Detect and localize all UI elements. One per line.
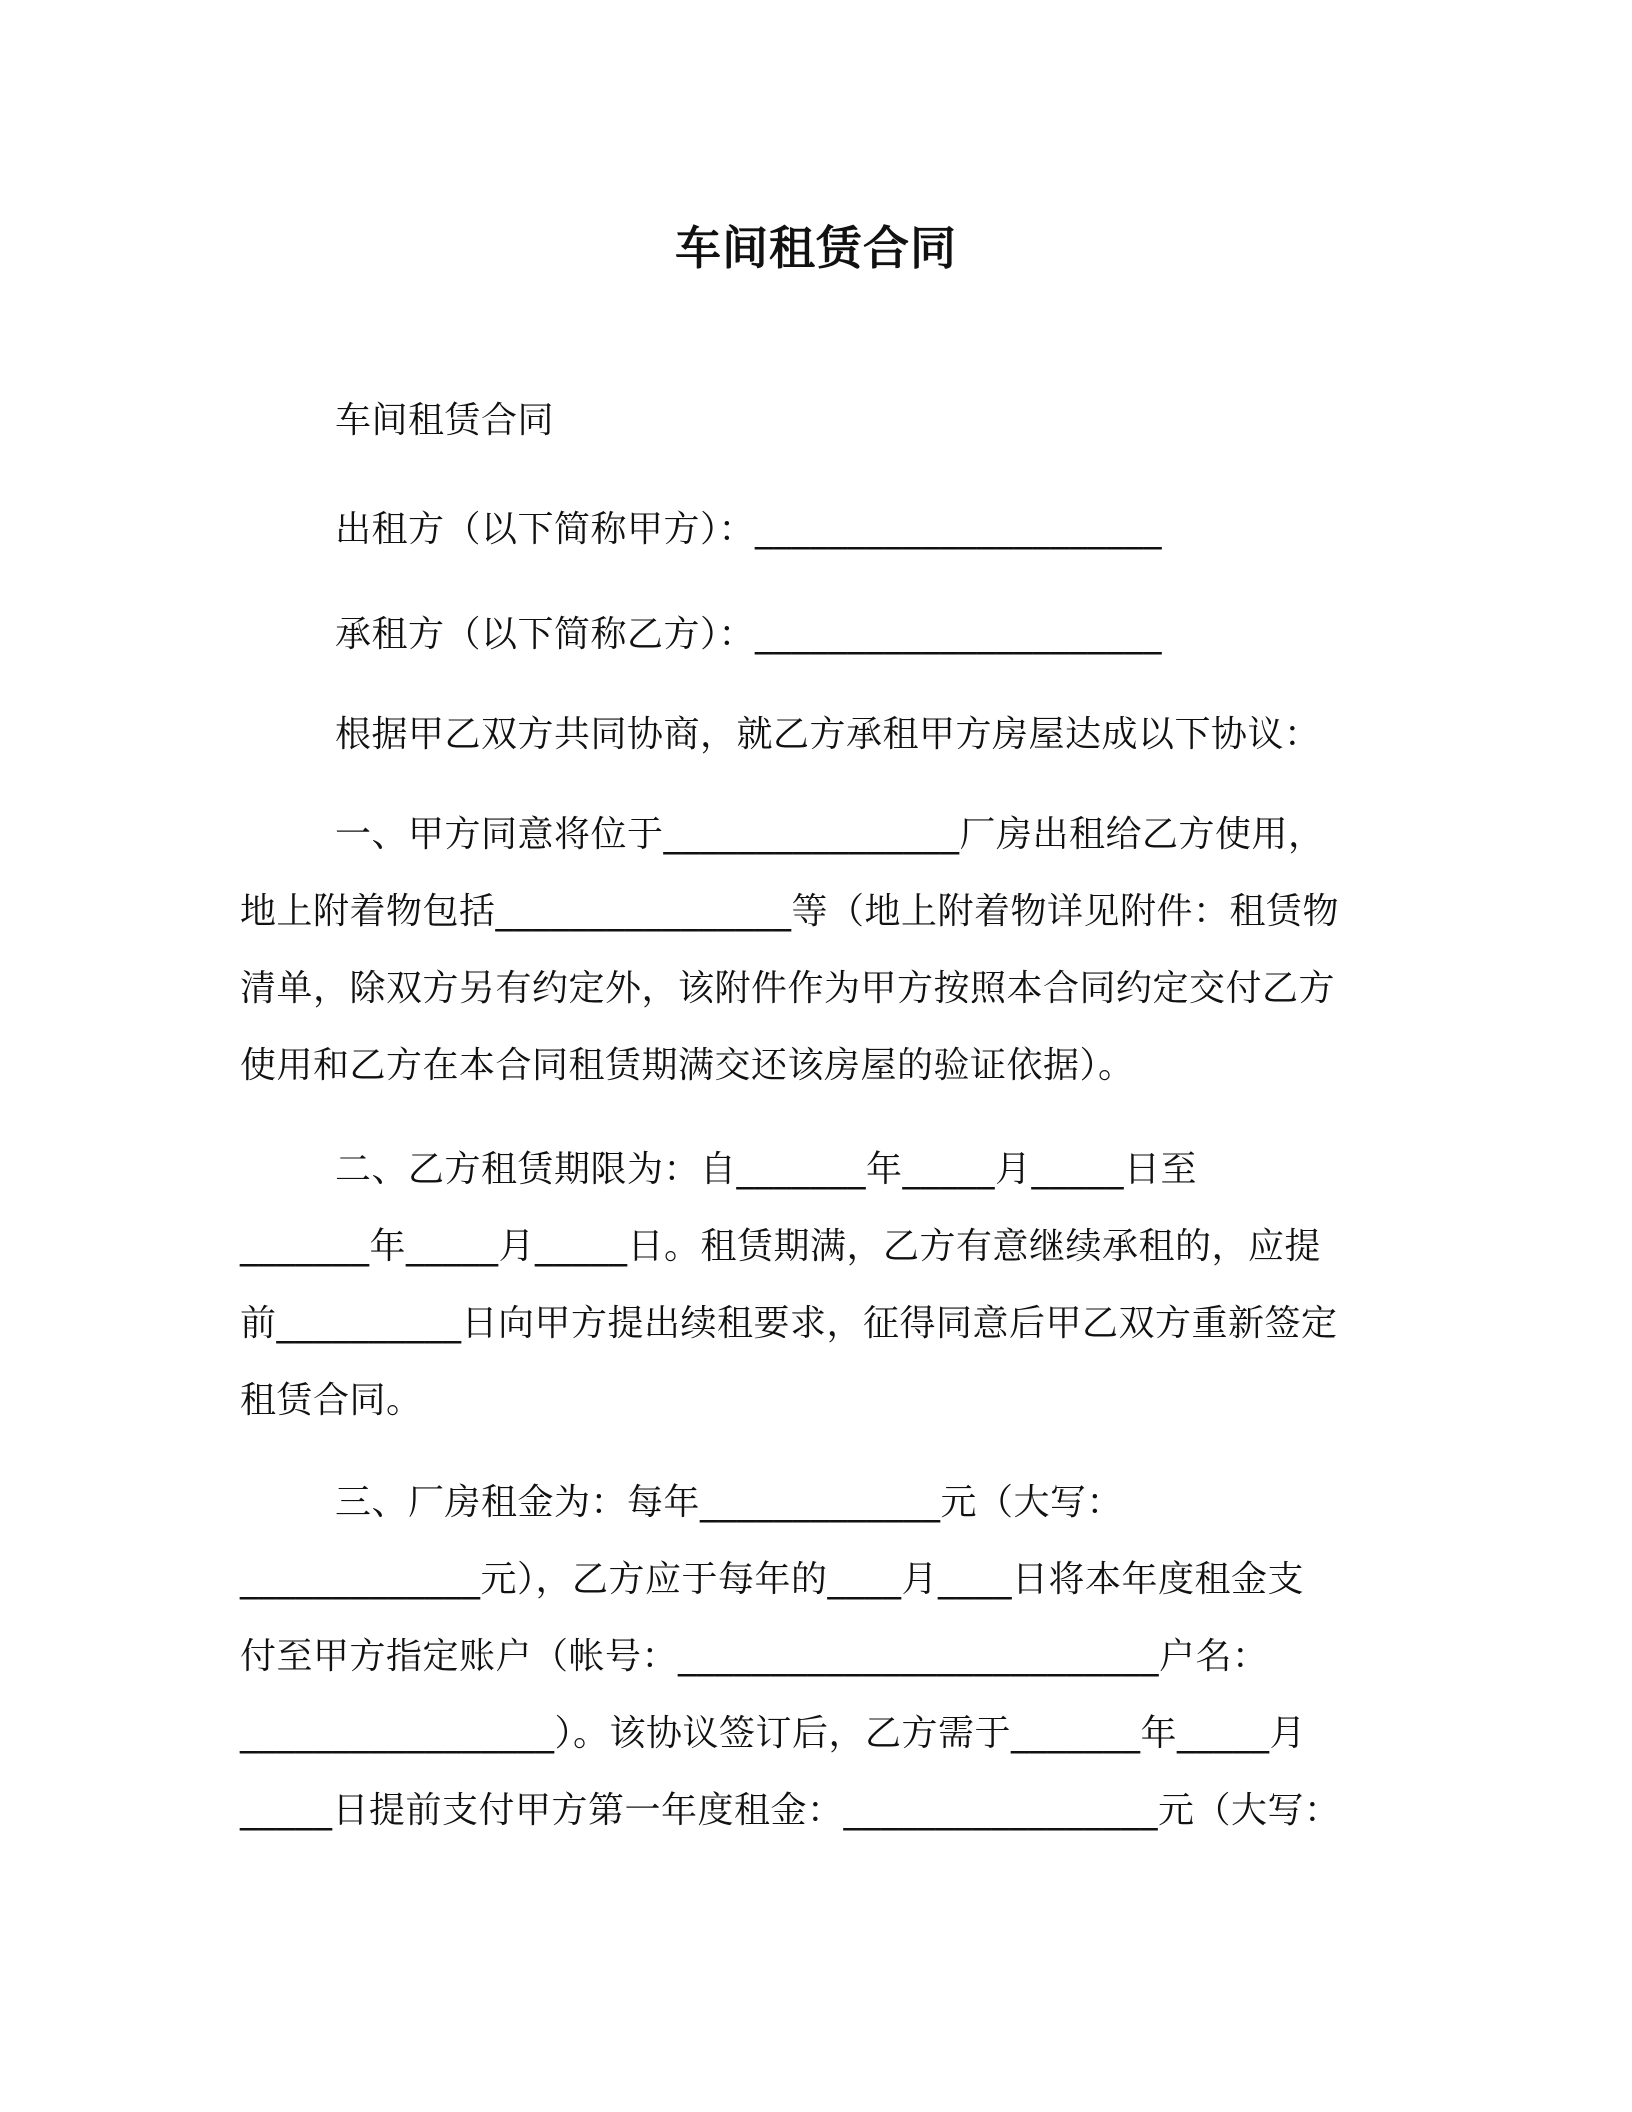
clause-3-line-1: 三、厂房租金为：每年_____________元（大写： [335, 1482, 1124, 1523]
clause-3-line-3: 付至甲方指定账户（帐号：__________________________户名： [240, 1636, 1269, 1677]
clause-1-line-2: 地上附着物包括________________等（地上附着物详见附件：租赁物 [240, 891, 1340, 932]
clause-1-line-3: 清单，除双方另有约定外，该附件作为甲方按照本合同约定交付乙方 [240, 968, 1336, 1009]
preamble-line: 根据甲乙双方共同协商，就乙方承租甲方房屋达成以下协议： [335, 714, 1321, 755]
subtitle-line: 车间租赁合同 [335, 400, 555, 441]
clause-3-line-4: _________________）。该协议签订后，乙方需于_______年_____月 [240, 1713, 1307, 1754]
lessee-line: 承租方（以下简称乙方）：______________________ [335, 614, 1163, 655]
clause-2-line-1: 二、乙方租赁期限为：自_______年_____月_____日至 [335, 1149, 1198, 1190]
clause-2-line-4: 租赁合同。 [240, 1380, 423, 1421]
lessor-line: 出租方（以下简称甲方）：______________________ [335, 509, 1163, 550]
document-title: 车间租赁合同 [675, 221, 957, 275]
clause-2-line-3: 前__________日向甲方提出续租要求，征得同意后甲乙双方重新签定 [240, 1303, 1338, 1344]
clause-2-line-2: _______年_____月_____日。租赁期满，乙方有意继续承租的，应提 [240, 1226, 1322, 1267]
clause-3-line-2: _____________元），乙方应于每年的____月____日将本年度租金支 [240, 1559, 1305, 1600]
clause-3-line-5: _____日提前支付甲方第一年度租金：_________________元（大写： [240, 1790, 1341, 1831]
clause-1-line-1: 一、甲方同意将位于________________厂房出租给乙方使用， [335, 814, 1325, 855]
clause-1-line-4: 使用和乙方在本合同租赁期满交还该房屋的验证依据）。 [240, 1045, 1135, 1086]
